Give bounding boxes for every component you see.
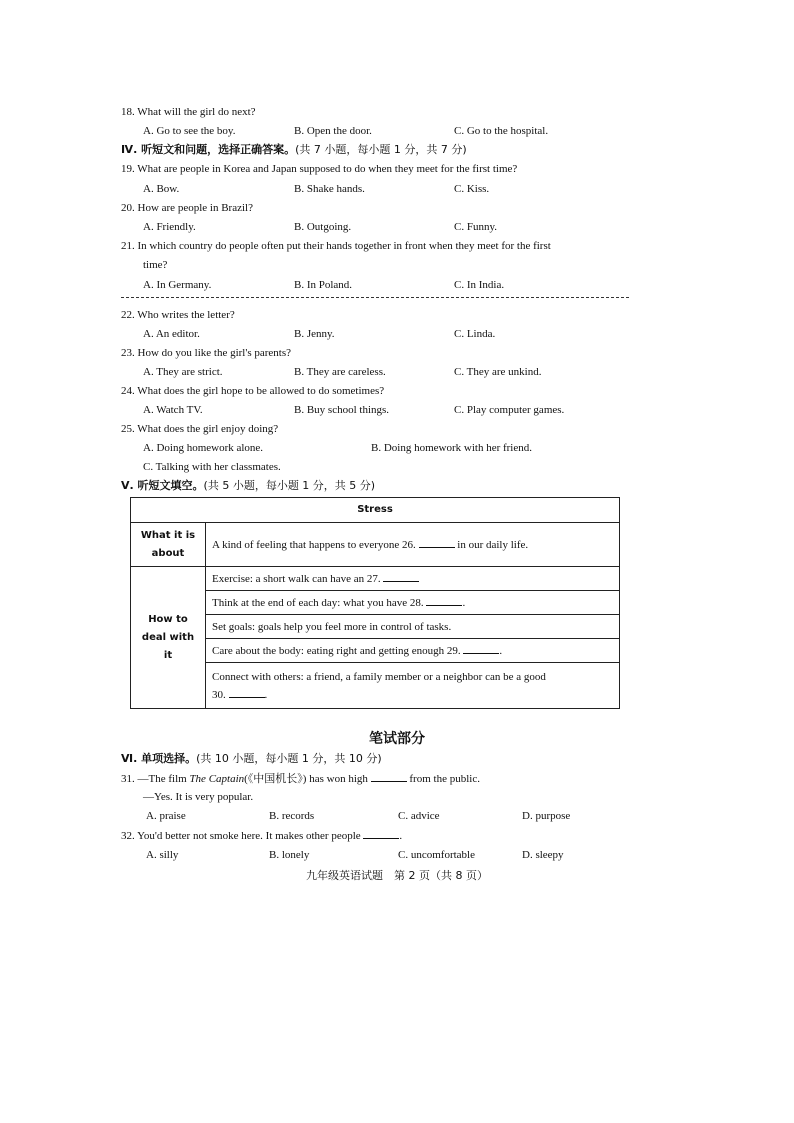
section-6-heading [121,752,382,766]
q18-option-c: C. Go to the hospital. [454,125,549,137]
q32-stem-end: . [399,830,403,842]
section-6-title: Ⅵ. 单项选择。 [121,752,197,765]
q20-option-b: B. Outgoing. [294,221,352,233]
q19-option-c: C. Kiss. [454,183,490,195]
section-4-title: Ⅳ. 听短文和问题，选择正确答案。 [121,143,296,156]
q24-option-c: C. Play computer games. [454,404,565,416]
blank-28-suffix: . [462,596,466,609]
question-20-stem: 20. How are people in Brazil? [121,202,253,214]
dashed-divider [121,297,629,298]
q22-option-a: A. An editor. [143,328,200,340]
q24-option-a: A. Watch TV. [143,404,203,416]
q24-option-b: B. Buy school things. [294,404,390,416]
q21-option-b: B. In Poland. [294,279,353,291]
deal-item-29 [206,639,620,663]
blank-27[interactable] [383,571,419,582]
question-22-stem: 22. Who writes the letter? [121,309,235,321]
section-6-note: (共 10 小题，每小题 1 分，共 10 分) [196,752,382,765]
blank-30-number: 30. [212,688,226,701]
q19-option-b: B. Shake hands. [294,183,365,195]
section-4-heading [121,143,467,157]
q32-option-c: C. uncomfortable [398,849,475,861]
blank-26[interactable] [419,537,455,548]
blank-29[interactable] [463,643,499,654]
q25-option-a: A. Doing homework alone. [143,442,264,454]
written-part-title: 笔试部分 [369,731,425,747]
question-32-stem [121,828,402,843]
section-5-heading [121,479,375,493]
blank-30-suffix: . [264,688,268,701]
blank-29-suffix: . [499,644,503,657]
blank-26-prefix: A kind of feeling that happens to everyone 26. [212,538,416,551]
blank-27-prefix: Exercise: a short walk can have an 27. [212,572,381,585]
page-footer: 九年级英语试题 第 2 页（共 8 页） [306,869,488,882]
blank-30[interactable] [229,687,265,698]
q31-option-b: B. records [269,810,315,822]
question-23-stem: 23. How do you like the girl's parents? [121,347,292,359]
q20-option-a: A. Friendly. [143,221,196,233]
q22-option-c: C. Linda. [454,328,496,340]
question-31-stem [121,771,480,786]
row-label-what-it-is-about: What it is about [131,523,206,567]
question-24-stem: 24. What does the girl hope to be allowed to do sometimes? [121,385,385,397]
table-header: Stress [131,498,620,523]
q19-option-a: A. Bow. [143,183,180,195]
q23-option-b: B. They are careless. [294,366,386,378]
q25-option-c: C. Talking with her classmates. [143,461,281,473]
section-5-title: Ⅴ. 听短文填空。 [121,479,204,492]
question-19-stem: 19. What are people in Korea and Japan supposed to do when they meet for the first time? [121,163,518,175]
q25-option-b: B. Doing homework with her friend. [371,442,532,454]
q31-stem-end: from the public. [409,773,480,785]
q23-option-c: C. They are unkind. [454,366,542,378]
q31-stem-start: 31. —The film [121,773,190,785]
section-5-note: (共 5 小题，每小题 1 分，共 5 分) [203,479,376,492]
q21-option-c: C. In India. [454,279,505,291]
blank-28[interactable] [426,595,462,606]
section-4-note: (共 7 小题，每小题 1 分，共 7 分) [295,143,467,156]
q31-option-c: C. advice [398,810,440,822]
q31-stem-mid: (《中国机长》) has won high [244,773,368,785]
deal-item-27 [206,567,620,591]
question-18-stem: 18. What will the girl do next? [121,106,256,118]
q31-option-d: D. purpose [522,810,571,822]
question-25-stem: 25. What does the girl enjoy doing? [121,423,279,435]
q22-option-b: B. Jenny. [294,328,335,340]
q31-reply: —Yes. It is very popular. [143,791,254,803]
row-what-it-is-about-text [206,523,620,567]
q21-option-a: A. In Germany. [143,279,212,291]
q32-option-a: A. silly [146,849,179,861]
blank-32[interactable] [363,828,399,839]
q32-option-d: D. sleepy [522,849,564,861]
q18-option-b: B. Open the door. [294,125,372,137]
question-21-stem: 21. In which country do people often put their hands together in front when they meet for the first [121,240,551,252]
q18-option-a: A. Go to see the boy. [143,125,236,137]
deal-item-28 [206,591,620,615]
q31-option-a: A. praise [146,810,186,822]
stress-table [130,497,620,709]
blank-26-suffix: in our daily life. [457,538,529,551]
q32-stem-start: 32. You'd better not smoke here. It makes other people [121,830,361,842]
q32-option-b: B. lonely [269,849,310,861]
q31-film-title: The Captain [189,773,245,785]
question-21-stem-cont: time? [143,259,168,271]
deal-item-goals: Set goals: goals help you feel more in control of tasks. [206,615,620,639]
blank-29-prefix: Care about the body: eating right and getting enough 29. [212,644,461,657]
deal-item-30 [206,663,620,709]
q23-option-a: A. They are strict. [143,366,223,378]
blank-28-prefix: Think at the end of each day: what you have 28. [212,596,424,609]
blank-31[interactable] [371,771,407,782]
q20-option-c: C. Funny. [454,221,497,233]
row-label-how-to-deal: How to deal with it [131,567,206,709]
blank-30-prefix: Connect with others: a friend, a family member or a neighbor can be a good [212,670,546,683]
